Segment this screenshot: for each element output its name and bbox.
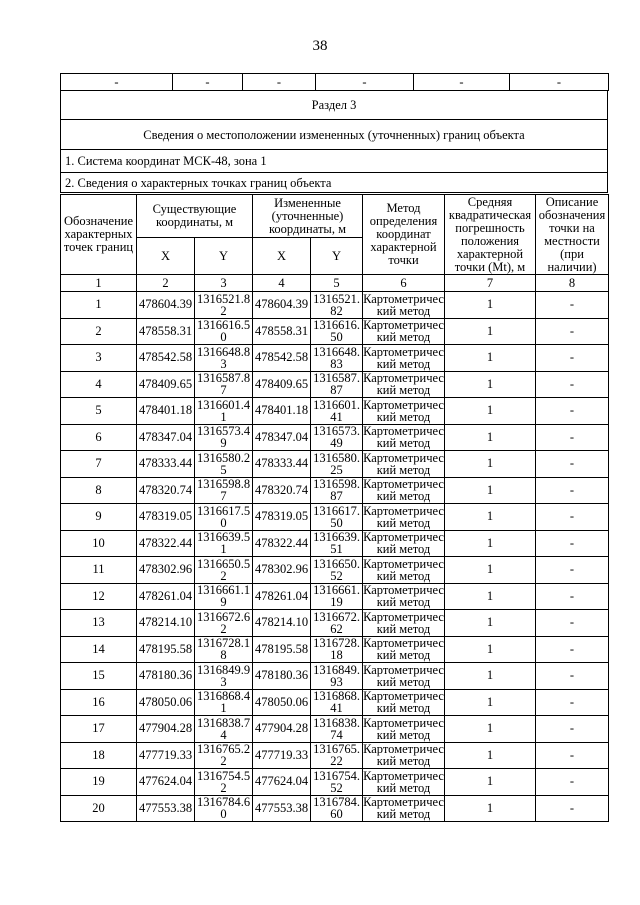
header-method: Метод определения координат характерной точки	[363, 195, 445, 275]
cell-changed-x: 478320.74	[253, 477, 311, 504]
cell-method: Картометрический метод	[363, 397, 444, 424]
cell-existing-x: 478261.04	[137, 583, 195, 610]
cell-changed-y: 1316650.52	[311, 557, 363, 584]
cell-changed-y: 1316587.87	[311, 371, 363, 398]
cell-description: -	[536, 663, 609, 690]
cell-method: Картометрический метод	[363, 291, 444, 318]
table-row	[61, 795, 609, 822]
cell-changed-y: 1316580.25	[311, 451, 363, 478]
top-cell: -	[414, 74, 510, 91]
coordinate-system: 1. Система координат МСК-48, зона 1	[60, 150, 608, 173]
section-title: Раздел 3	[60, 91, 608, 120]
cell-changed-x: 478214.10	[253, 610, 311, 637]
cell-existing-x: 478195.58	[137, 636, 195, 663]
header-error: Средняя квадратическая погрешность положения характерной точки (Mt), м	[445, 195, 536, 275]
top-row-table	[60, 73, 609, 91]
top-cell: -	[61, 74, 173, 91]
header-x-existing: X	[137, 238, 195, 275]
cell-point-number: 9	[61, 504, 137, 531]
table-row	[61, 610, 609, 637]
cell-existing-y: 1316765.22	[195, 742, 253, 769]
cell-mt-value: 1	[445, 583, 536, 610]
cell-point-number: 6	[61, 424, 137, 451]
cell-changed-x: 477904.28	[253, 716, 311, 743]
cell-method: Картометрический метод	[363, 742, 444, 769]
cell-changed-x: 478261.04	[253, 583, 311, 610]
cell-mt-value: 1	[445, 530, 536, 557]
cell-description: -	[536, 530, 609, 557]
cell-description: -	[536, 292, 609, 319]
cell-changed-x: 478333.44	[253, 451, 311, 478]
cell-existing-y: 1316849.93	[195, 663, 253, 690]
cell-method: Картометрический метод	[363, 344, 444, 371]
top-row-block	[60, 73, 608, 193]
table-row	[61, 424, 609, 451]
cell-mt-value: 1	[445, 371, 536, 398]
cell-method: Картометрический метод	[363, 477, 444, 504]
cell-changed-y: 1316598.87	[311, 477, 363, 504]
table-row	[61, 345, 609, 372]
cell-changed-x: 478347.04	[253, 424, 311, 451]
column-number: 7	[445, 275, 536, 292]
cell-changed-x: 477719.33	[253, 742, 311, 769]
points-table-body	[61, 292, 609, 822]
cell-description: -	[536, 451, 609, 478]
cell-changed-x: 478409.65	[253, 371, 311, 398]
header-existing: Существующие координаты, м	[137, 195, 253, 238]
cell-changed-x: 478319.05	[253, 504, 311, 531]
table-row	[61, 769, 609, 796]
page-number: 38	[312, 38, 328, 54]
cell-changed-y: 1316754.52	[311, 769, 363, 796]
cell-existing-y: 1316838.74	[195, 716, 253, 743]
cell-existing-x: 478333.44	[137, 451, 195, 478]
top-cell: -	[316, 74, 414, 91]
table-row	[61, 663, 609, 690]
cell-point-number: 4	[61, 371, 137, 398]
cell-existing-y: 1316648.83	[195, 345, 253, 372]
cell-existing-x: 478214.10	[137, 610, 195, 637]
cell-description: -	[536, 769, 609, 796]
cell-changed-y: 1316601.41	[311, 398, 363, 425]
cell-mt-value: 1	[445, 345, 536, 372]
cell-method: Картометрический метод	[363, 556, 444, 583]
cell-method: Картометрический метод	[363, 636, 444, 663]
cell-existing-y: 1316573.49	[195, 424, 253, 451]
cell-method: Картометрический метод	[363, 530, 444, 557]
cell-changed-x: 477553.38	[253, 795, 311, 822]
cell-changed-x: 478195.58	[253, 636, 311, 663]
cell-existing-x: 477719.33	[137, 742, 195, 769]
table-row	[61, 451, 609, 478]
cell-point-number: 2	[61, 318, 137, 345]
cell-existing-x: 478347.04	[137, 424, 195, 451]
column-number: 5	[311, 275, 363, 292]
cell-mt-value: 1	[445, 742, 536, 769]
header-changed: Измененные (уточненные) координаты, м	[253, 195, 363, 238]
cell-description: -	[536, 610, 609, 637]
cell-changed-y: 1316617.50	[311, 504, 363, 531]
cell-changed-x: 478401.18	[253, 398, 311, 425]
table-row	[61, 398, 609, 425]
cell-description: -	[536, 398, 609, 425]
cell-existing-y: 1316650.52	[195, 557, 253, 584]
cell-method: Картометрический метод	[363, 689, 444, 716]
header-description: Описание обозначения точки на местности (при наличии)	[536, 195, 609, 275]
header-y-existing: Y	[195, 238, 253, 275]
cell-changed-y: 1316765.22	[311, 742, 363, 769]
cell-point-number: 20	[61, 795, 137, 822]
column-number: 3	[195, 275, 253, 292]
cell-mt-value: 1	[445, 292, 536, 319]
points-heading: 2. Сведения о характерных точках границ объекта	[60, 173, 608, 193]
cell-description: -	[536, 742, 609, 769]
cell-point-number: 5	[61, 398, 137, 425]
cell-method: Картометрический метод	[363, 318, 444, 345]
cell-changed-x: 478180.36	[253, 663, 311, 690]
cell-point-number: 16	[61, 689, 137, 716]
cell-existing-x: 478050.06	[137, 689, 195, 716]
table-row	[61, 716, 609, 743]
cell-mt-value: 1	[445, 795, 536, 822]
cell-description: -	[536, 345, 609, 372]
cell-existing-y: 1316784.60	[195, 795, 253, 822]
cell-mt-value: 1	[445, 398, 536, 425]
cell-point-number: 15	[61, 663, 137, 690]
top-cell: -	[510, 74, 609, 91]
cell-point-number: 8	[61, 477, 137, 504]
cell-mt-value: 1	[445, 663, 536, 690]
cell-point-number: 12	[61, 583, 137, 610]
table-row	[61, 530, 609, 557]
table-row	[61, 504, 609, 531]
column-number: 2	[137, 275, 195, 292]
cell-mt-value: 1	[445, 451, 536, 478]
cell-existing-x: 478542.58	[137, 345, 195, 372]
cell-description: -	[536, 689, 609, 716]
cell-description: -	[536, 583, 609, 610]
header-x-changed: X	[253, 238, 311, 275]
cell-description: -	[536, 477, 609, 504]
cell-existing-x: 478604.39	[137, 292, 195, 319]
cell-existing-y: 1316587.87	[195, 371, 253, 398]
cell-point-number: 18	[61, 742, 137, 769]
top-row	[61, 74, 609, 91]
cell-existing-y: 1316616.50	[195, 318, 253, 345]
cell-mt-value: 1	[445, 504, 536, 531]
cell-method: Картометрический метод	[363, 662, 444, 689]
cell-changed-x: 478604.39	[253, 292, 311, 319]
cell-existing-x: 477624.04	[137, 769, 195, 796]
cell-existing-x: 478180.36	[137, 663, 195, 690]
table-row	[61, 318, 609, 345]
column-number: 8	[536, 275, 609, 292]
cell-mt-value: 1	[445, 557, 536, 584]
table-row	[61, 583, 609, 610]
cell-changed-x: 478542.58	[253, 345, 311, 372]
cell-point-number: 19	[61, 769, 137, 796]
cell-changed-y: 1316661.19	[311, 583, 363, 610]
table-row	[61, 477, 609, 504]
top-cell: -	[243, 74, 316, 91]
table-row	[61, 292, 609, 319]
cell-existing-y: 1316580.25	[195, 451, 253, 478]
cell-mt-value: 1	[445, 477, 536, 504]
cell-existing-x: 478319.05	[137, 504, 195, 531]
table-row	[61, 557, 609, 584]
cell-description: -	[536, 504, 609, 531]
cell-changed-y: 1316849.93	[311, 663, 363, 690]
cell-changed-x: 478558.31	[253, 318, 311, 345]
cell-existing-x: 478558.31	[137, 318, 195, 345]
cell-mt-value: 1	[445, 636, 536, 663]
cell-method: Картометрический метод	[363, 371, 444, 398]
cell-method: Картометрический метод	[363, 715, 444, 742]
cell-description: -	[536, 716, 609, 743]
cell-changed-y: 1316648.83	[311, 345, 363, 372]
column-number-row	[61, 275, 609, 292]
cell-point-number: 14	[61, 636, 137, 663]
cell-mt-value: 1	[445, 610, 536, 637]
cell-changed-x: 478322.44	[253, 530, 311, 557]
cell-point-number: 1	[61, 292, 137, 319]
cell-point-number: 3	[61, 345, 137, 372]
header-y-changed: Y	[311, 238, 363, 275]
cell-changed-y: 1316639.51	[311, 530, 363, 557]
cell-method: Картометрический метод	[363, 503, 444, 530]
cell-point-number: 7	[61, 451, 137, 478]
table-row	[61, 371, 609, 398]
cell-description: -	[536, 318, 609, 345]
cell-method: Картометрический метод	[363, 450, 444, 477]
header-designation: Обозначение характерных точек границ	[61, 195, 137, 275]
cell-changed-x: 478050.06	[253, 689, 311, 716]
cell-changed-y: 1316672.62	[311, 610, 363, 637]
cell-existing-y: 1316617.50	[195, 504, 253, 531]
cell-existing-y: 1316868.41	[195, 689, 253, 716]
cell-existing-y: 1316601.41	[195, 398, 253, 425]
cell-description: -	[536, 371, 609, 398]
cell-description: -	[536, 424, 609, 451]
points-table-block	[60, 194, 608, 822]
cell-method: Картометрический метод	[363, 424, 444, 451]
cell-description: -	[536, 557, 609, 584]
cell-existing-x: 478320.74	[137, 477, 195, 504]
cell-existing-x: 477553.38	[137, 795, 195, 822]
cell-existing-y: 1316661.19	[195, 583, 253, 610]
cell-existing-x: 478401.18	[137, 398, 195, 425]
cell-changed-y: 1316838.74	[311, 716, 363, 743]
points-table	[60, 194, 609, 822]
cell-changed-x: 478302.96	[253, 557, 311, 584]
cell-existing-y: 1316728.18	[195, 636, 253, 663]
cell-changed-y: 1316868.41	[311, 689, 363, 716]
cell-method: Картометрический метод	[363, 768, 444, 795]
cell-method: Картометрический метод	[363, 609, 444, 636]
cell-mt-value: 1	[445, 716, 536, 743]
column-number: 6	[363, 275, 445, 292]
cell-changed-y: 1316616.50	[311, 318, 363, 345]
cell-existing-y: 1316639.51	[195, 530, 253, 557]
cell-changed-y: 1316784.60	[311, 795, 363, 822]
cell-existing-x: 478409.65	[137, 371, 195, 398]
table-row	[61, 742, 609, 769]
cell-point-number: 10	[61, 530, 137, 557]
cell-description: -	[536, 795, 609, 822]
cell-point-number: 13	[61, 610, 137, 637]
cell-method: Картометрический метод	[363, 795, 444, 822]
table-row	[61, 689, 609, 716]
cell-method: Картометрический метод	[363, 583, 444, 610]
cell-point-number: 17	[61, 716, 137, 743]
cell-existing-x: 478302.96	[137, 557, 195, 584]
cell-existing-x: 478322.44	[137, 530, 195, 557]
cell-mt-value: 1	[445, 689, 536, 716]
table-row	[61, 636, 609, 663]
column-number: 1	[61, 275, 137, 292]
cell-changed-y: 1316521.82	[311, 292, 363, 319]
cell-changed-y: 1316573.49	[311, 424, 363, 451]
cell-mt-value: 1	[445, 769, 536, 796]
cell-mt-value: 1	[445, 424, 536, 451]
cell-existing-y: 1316754.52	[195, 769, 253, 796]
cell-changed-x: 477624.04	[253, 769, 311, 796]
subsection-title: Сведения о местоположении измененных (уточненных) границ объекта	[60, 120, 608, 150]
cell-changed-y: 1316728.18	[311, 636, 363, 663]
cell-existing-x: 477904.28	[137, 716, 195, 743]
cell-existing-y: 1316598.87	[195, 477, 253, 504]
column-number: 4	[253, 275, 311, 292]
top-cell: -	[173, 74, 243, 91]
cell-existing-y: 1316521.82	[195, 292, 253, 319]
cell-description: -	[536, 636, 609, 663]
cell-mt-value: 1	[445, 318, 536, 345]
header-row	[61, 195, 609, 238]
cell-existing-y: 1316672.62	[195, 610, 253, 637]
cell-point-number: 11	[61, 557, 137, 584]
